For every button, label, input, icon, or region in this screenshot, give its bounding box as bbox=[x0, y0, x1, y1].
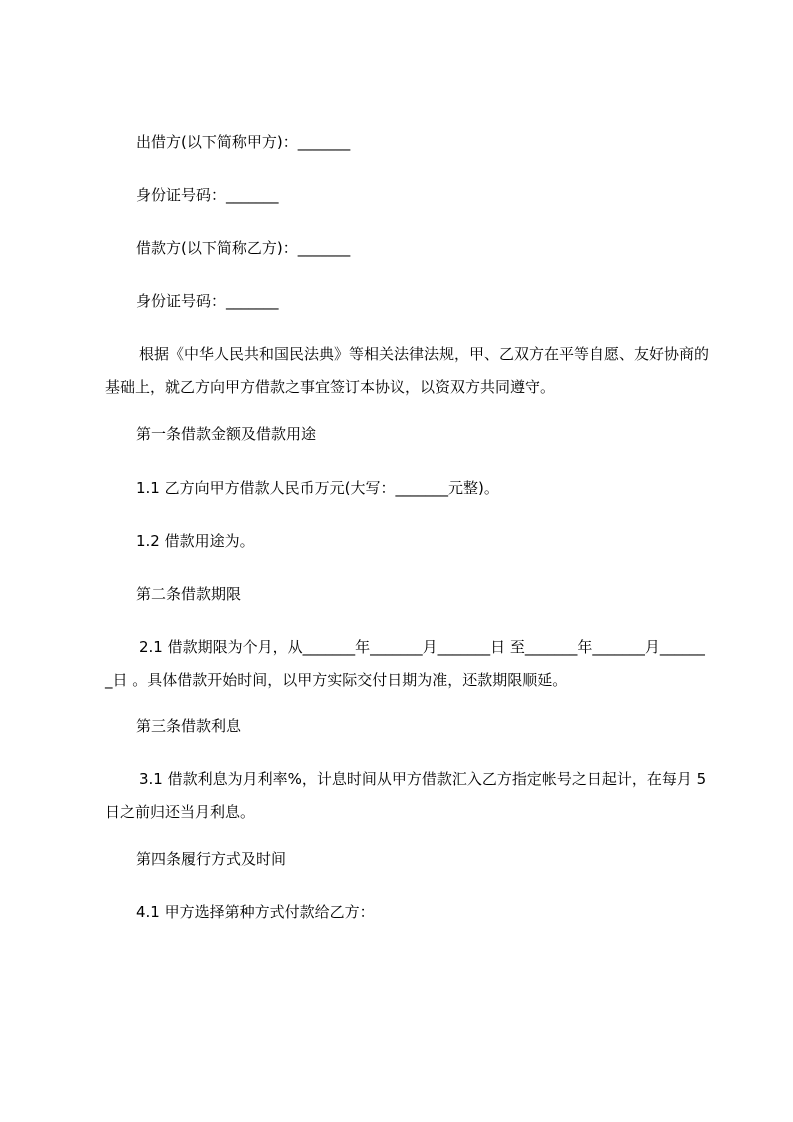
article1-title: 第一条借款金额及借款用途 bbox=[136, 425, 317, 443]
article1-clause2: 1.2 借款用途为。 bbox=[136, 532, 255, 550]
article4-clause1: 4.1 甲方选择第种方式付款给乙方： bbox=[136, 903, 375, 921]
borrower-id-line: 身份证号码：_______ bbox=[136, 292, 279, 310]
article1-clause1: 1.1 乙方向甲方借款人民币万元(大写：_______元整)。 bbox=[136, 479, 499, 497]
article4-title: 第四条履行方式及时间 bbox=[136, 850, 287, 868]
lender-line: 出借方(以下简称甲方)：_______ bbox=[136, 133, 351, 151]
lender-id-line: 身份证号码：_______ bbox=[136, 186, 279, 204]
article2-title: 第二条借款期限 bbox=[136, 585, 242, 603]
borrower-line: 借款方(以下简称乙方)：_______ bbox=[136, 239, 351, 257]
article3-title: 第三条借款利息 bbox=[136, 717, 242, 735]
preamble-paragraph: 根据《中华人民共和国民法典》等相关法律法规，甲、乙双方在平等自愿、友好协商的基础上，就乙方向甲方借款之事宜签订本协议，以资双方共同遵守。 bbox=[105, 345, 710, 396]
article2-clause1: 2.1 借款期限为个月，从_______年_______月_______日 至_______年_______月_______日 。具体借款开始时间，以甲方实际交付日期为准，还款期限顺延。 bbox=[105, 638, 705, 689]
article3-clause1: 3.1 借款利息为月利率%，计息时间从甲方借款汇入乙方指定帐号之日起计，在每月 5 日之前归还当月利息。 bbox=[105, 770, 707, 821]
